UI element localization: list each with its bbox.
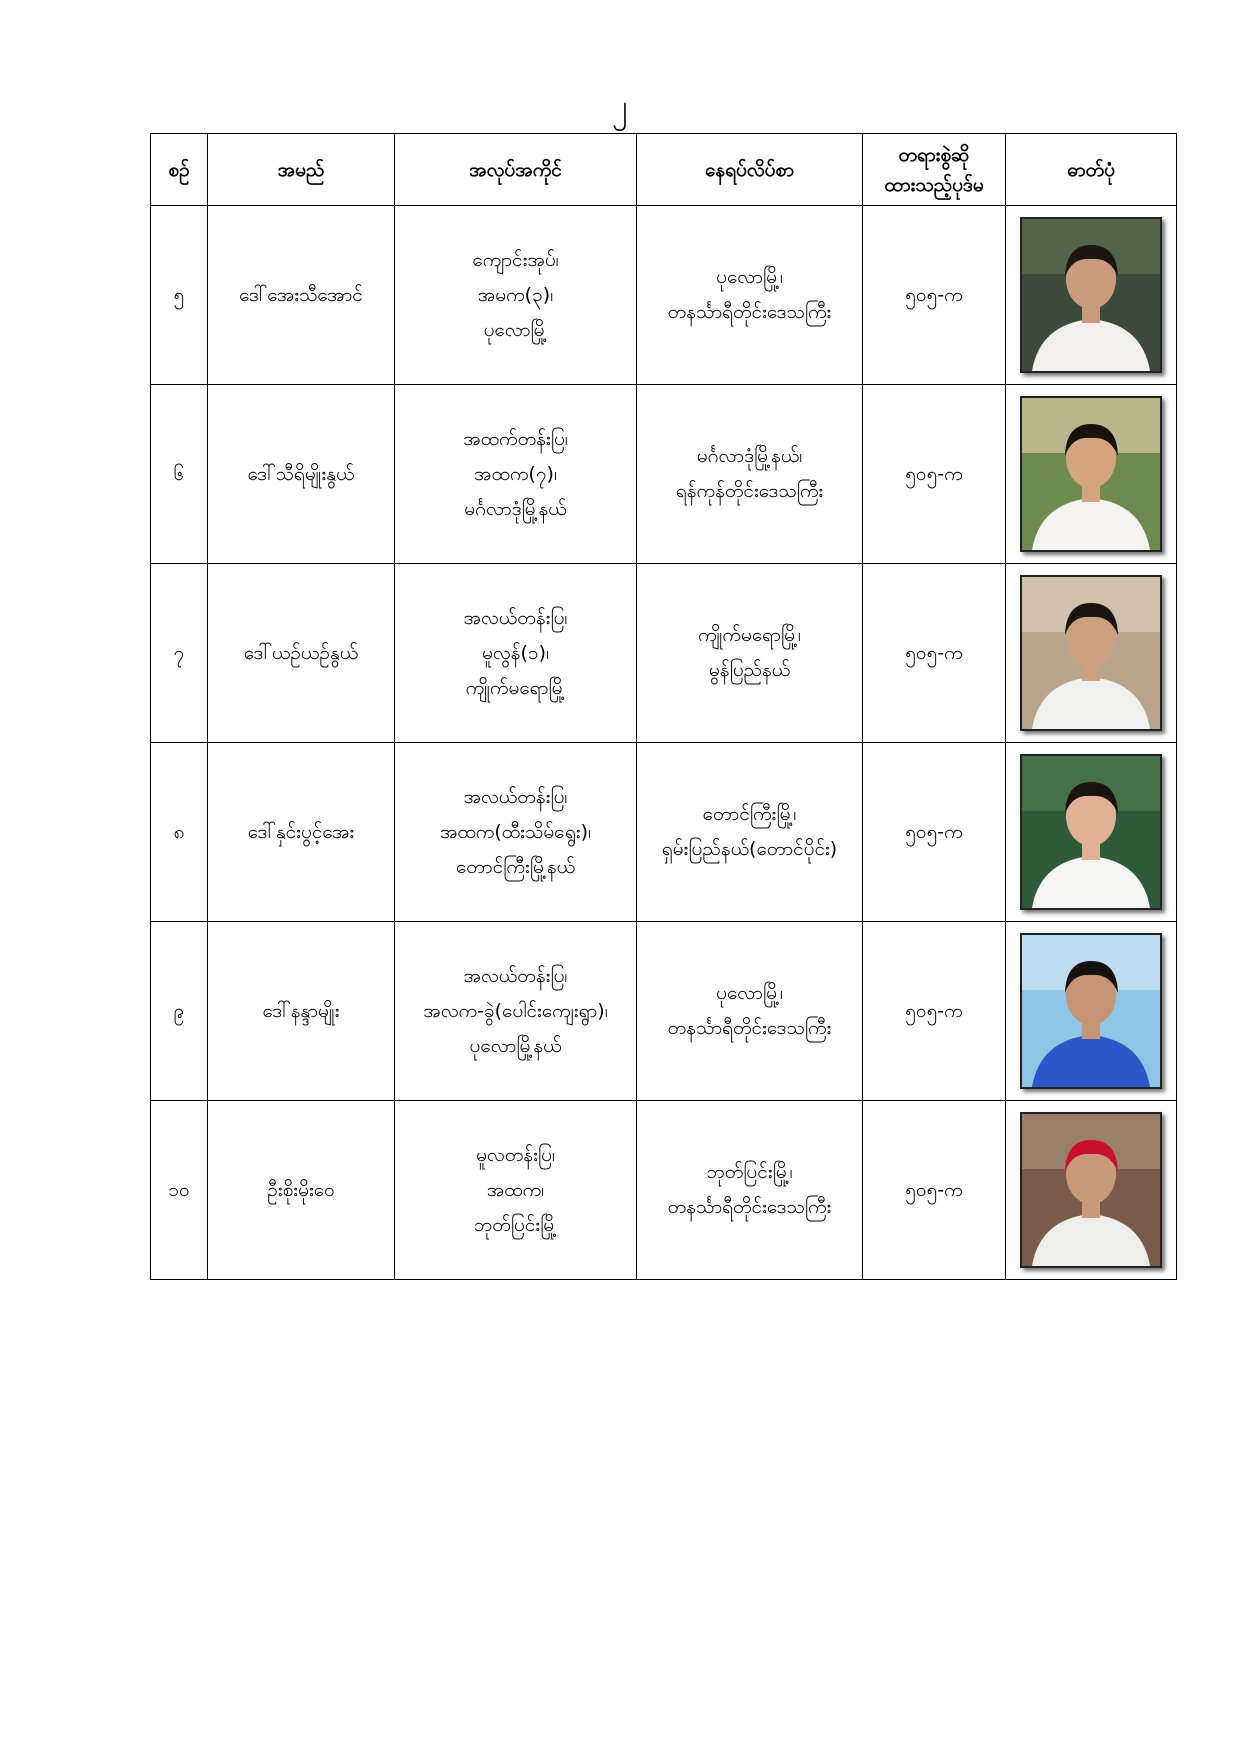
cell-name: ဒေါ်နှင်းပွင့်အေး — [208, 743, 395, 922]
header-name: အမည် — [208, 134, 395, 206]
portrait-photo — [1020, 754, 1162, 910]
page-number: ၂ — [612, 87, 628, 125]
portrait-photo — [1020, 217, 1162, 373]
cell-address — [637, 743, 863, 922]
portrait-image — [1022, 1114, 1160, 1266]
table-row — [151, 1101, 1177, 1280]
cell-no: ၉ — [151, 922, 208, 1101]
address-line: ဘုတ်ပြင်းမြို့၊ — [706, 1161, 793, 1183]
address-line: တနင်္သာရီတိုင်းဒေသကြီး — [667, 1196, 832, 1218]
position-line: အထက(၇)၊ — [474, 462, 557, 485]
cell-photo — [1006, 743, 1177, 922]
cell-charge: ၅၀၅-က — [863, 1101, 1006, 1280]
cell-no: ၈ — [151, 743, 208, 922]
portrait-image — [1022, 935, 1160, 1087]
position-line: အထက၊ — [486, 1178, 545, 1201]
address-line: ပုလောမြို့၊ — [716, 266, 783, 288]
position-line: မင်္ဂလာဒုံမြို့နယ် — [464, 497, 567, 520]
table-row — [151, 564, 1177, 743]
table-row — [151, 206, 1177, 385]
cell-charge: ၅၀၅-က — [863, 385, 1006, 564]
table-row — [151, 922, 1177, 1101]
position-line: အမက(၃)၊ — [477, 283, 554, 306]
header-photo: ဓာတ်ပုံ — [1006, 134, 1177, 206]
position-line: အလယ်တန်းပြ၊ — [463, 785, 568, 808]
cell-photo — [1006, 385, 1177, 564]
header-charge — [863, 134, 1006, 206]
cell-charge: ၅၀၅-က — [863, 743, 1006, 922]
position-line: မူလတန်းပြ၊ — [476, 1143, 555, 1166]
portrait-image — [1022, 398, 1160, 550]
cell-position — [395, 564, 637, 743]
address-line: ကျိုက်မရောမြို့၊ — [698, 624, 801, 646]
address-line: တောင်ကြီးမြို့၊ — [702, 803, 797, 825]
portrait-photo — [1020, 575, 1162, 731]
cell-charge: ၅၀၅-က — [863, 922, 1006, 1101]
header-position: အလုပ်အကိုင် — [395, 134, 637, 206]
portrait-image — [1022, 219, 1160, 371]
address-line: ပုလောမြို့၊ — [716, 982, 783, 1004]
position-line: ဘုတ်ပြင်းမြို့ — [473, 1213, 558, 1236]
portrait-image — [1022, 577, 1160, 729]
cell-position — [395, 1101, 637, 1280]
position-line: ကျောင်းအုပ်၊ — [472, 248, 559, 271]
position-line: တောင်ကြီးမြို့နယ် — [455, 855, 576, 878]
cell-address — [637, 1101, 863, 1280]
address-line: ရန်ကုန်တိုင်းဒေသကြီး — [675, 480, 824, 502]
header-no: စဉ် — [151, 134, 208, 206]
address-line: မွန်ပြည်နယ် — [708, 659, 791, 681]
cell-photo — [1006, 564, 1177, 743]
cell-photo — [1006, 1101, 1177, 1280]
cell-address — [637, 922, 863, 1101]
portrait-photo — [1020, 1112, 1162, 1268]
position-line: အလက-ခွဲ(ပေါင်းကျေးရွာ)၊ — [423, 999, 608, 1022]
cell-name: ဦးစိုးမိုးဝေ — [208, 1101, 395, 1280]
address-line: ရှမ်းပြည်နယ်(တောင်ပိုင်း) — [661, 838, 838, 860]
address-line: တနင်္သာရီတိုင်းဒေသကြီး — [667, 301, 832, 323]
position-line: ပုလောမြို့ — [483, 318, 548, 341]
position-line: ပုလောမြို့နယ် — [469, 1034, 562, 1057]
cell-photo — [1006, 206, 1177, 385]
table-row — [151, 385, 1177, 564]
cell-name: ဒေါ်နန္ဒာမျိုး — [208, 922, 395, 1101]
cell-address — [637, 385, 863, 564]
cell-name: ဒေါ်အေးသီအောင် — [208, 206, 395, 385]
cell-name: ဒေါ်ယဉ်ယဉ်နွယ် — [208, 564, 395, 743]
cell-position — [395, 206, 637, 385]
cell-address — [637, 564, 863, 743]
table-header-row — [151, 134, 1177, 206]
position-line: အလယ်တန်းပြ၊ — [463, 964, 568, 987]
cell-no: ၇ — [151, 564, 208, 743]
position-line: အထက(ထီးသိမ်ရွေး)၊ — [439, 820, 592, 843]
table-row — [151, 743, 1177, 922]
cell-address — [637, 206, 863, 385]
cell-no: ၁၀ — [151, 1101, 208, 1280]
position-line: အလယ်တန်းပြ၊ — [463, 606, 568, 629]
address-line: မင်္ဂလာဒုံမြို့နယ်၊ — [696, 445, 803, 467]
header-charge-line1: တရားစွဲဆို — [898, 143, 970, 166]
cell-charge: ၅၀၅-က — [863, 564, 1006, 743]
position-line: ကျိုက်မရောမြို့ — [465, 676, 566, 699]
position-line: အထက်တန်းပြ၊ — [463, 427, 568, 450]
cell-photo — [1006, 922, 1177, 1101]
header-charge-line2: ထားသည့်ပုဒ်မ — [884, 173, 984, 196]
cell-charge: ၅၀၅-က — [863, 206, 1006, 385]
cell-position — [395, 922, 637, 1101]
address-line: တနင်္သာရီတိုင်းဒေသကြီး — [667, 1017, 832, 1039]
cell-name: ဒေါ်သီရိမျိုးနွယ် — [208, 385, 395, 564]
portrait-photo — [1020, 933, 1162, 1089]
portrait-photo — [1020, 396, 1162, 552]
cell-no: ၅ — [151, 206, 208, 385]
records-table — [150, 133, 1177, 1280]
header-address: နေရပ်လိပ်စာ — [637, 134, 863, 206]
position-line: မူလွန်(၁)၊ — [481, 641, 550, 664]
cell-no: ၆ — [151, 385, 208, 564]
portrait-image — [1022, 756, 1160, 908]
cell-position — [395, 743, 637, 922]
cell-position — [395, 385, 637, 564]
